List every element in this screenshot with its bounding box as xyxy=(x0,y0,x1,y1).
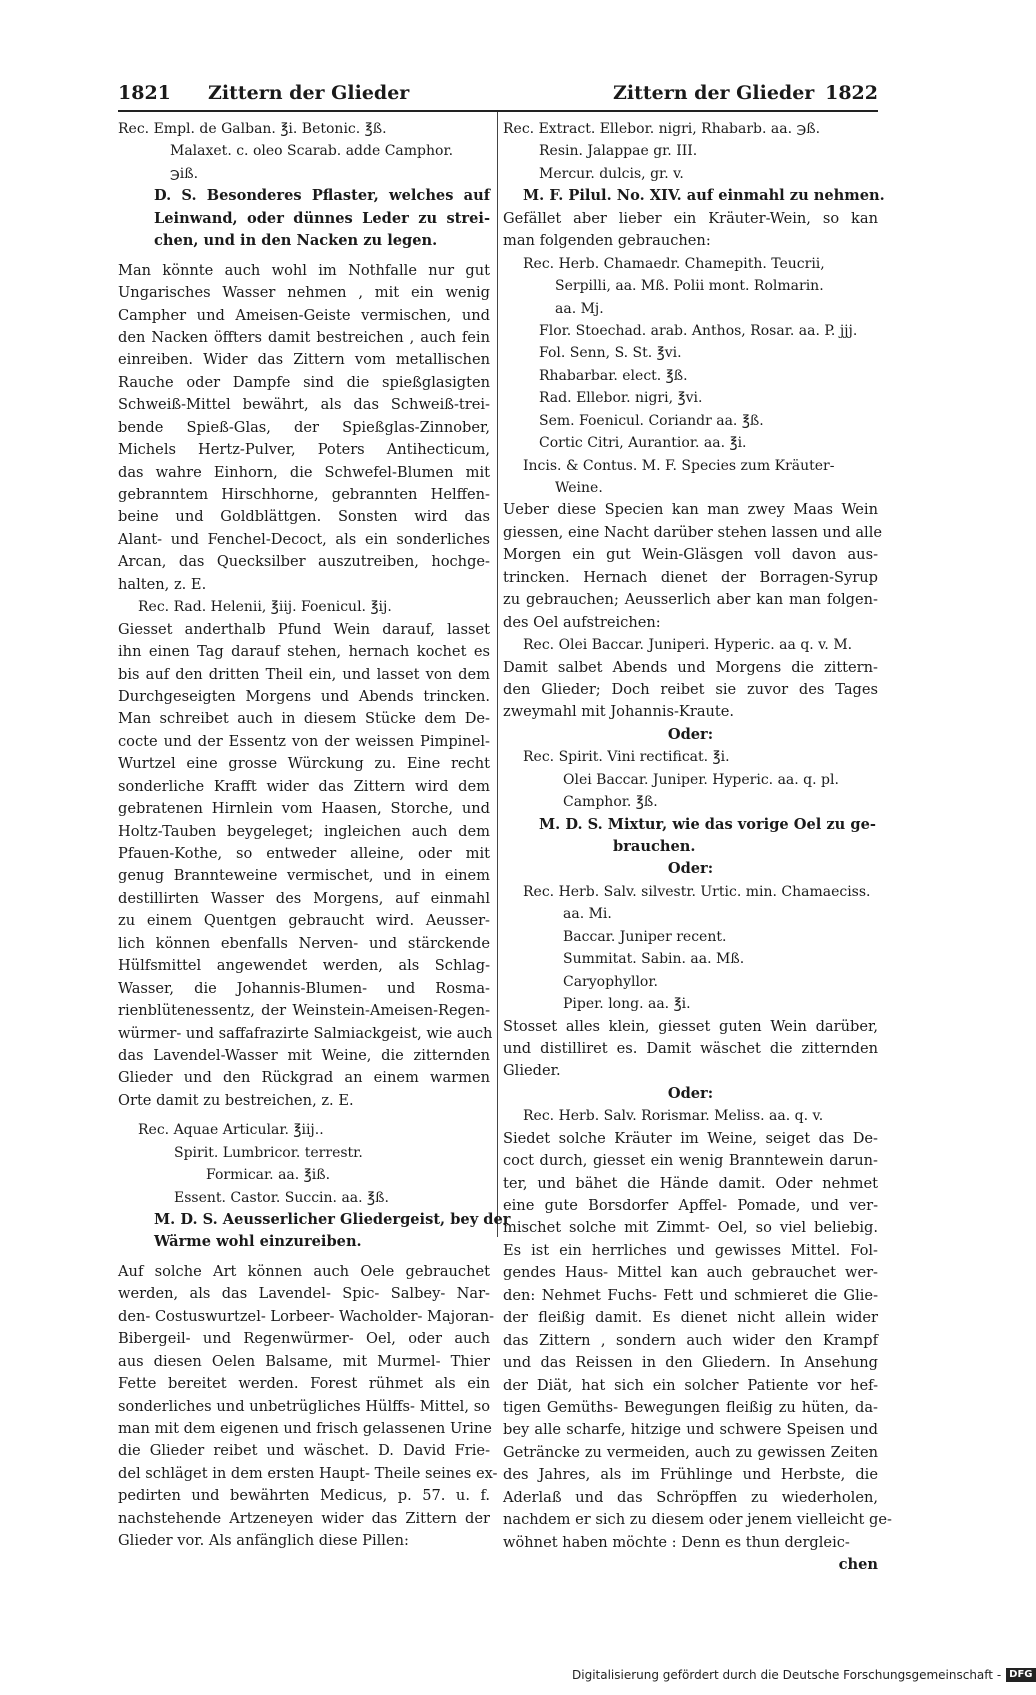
text-line: Rhabarbar. elect. ℥ß. xyxy=(539,367,688,384)
running-title-right: Zittern der Glieder xyxy=(613,82,815,104)
text-line: gendes Haus- Mittel kan auch gebrauchet wer- xyxy=(503,1264,878,1282)
text-paragraph xyxy=(503,1128,892,1554)
text-line: Rec. Extract. Ellebor. nigri, Rhabarb. aa. ℈ß. xyxy=(503,121,821,137)
text-paragraph xyxy=(118,1261,498,1553)
text-line: lich können ebenfalls Nerven- und stärckende xyxy=(118,934,490,952)
text-line: den- Costuswurtzel- Lorbeer- Wacholder- Majoran- xyxy=(118,1307,494,1325)
text-line: cocte und der Essentz von der weissen Pimpinel- xyxy=(118,732,490,750)
text-line: gebratenen Hirnlein vom Haasen, Storche, und xyxy=(118,800,490,818)
text-line: sonderliche Krafft wider das Zittern wird dem xyxy=(118,777,490,795)
text-line: Baccar. Juniper recent. xyxy=(563,928,727,945)
text-line: M. D. S. Aeusserlicher Gliedergeist, bey der xyxy=(154,1211,511,1228)
text-line: sonderliches und unbetrügliches Hülffs- Mittel, so xyxy=(118,1397,490,1415)
text-line: Glieder. xyxy=(503,1062,561,1080)
text-line: chen, und in den Nacken zu legen. xyxy=(154,232,438,250)
text-line: Rec. Spirit. Vini rectificat. ℥i. xyxy=(523,749,730,766)
recipe-block xyxy=(503,320,878,455)
text-line: mischet solche mit Zimmt- Oel, so viel beliebig. xyxy=(503,1219,878,1237)
text-line: das Zittern , sondern auch wider den Krampf xyxy=(503,1331,878,1349)
text-line: aa. Mj. xyxy=(555,300,604,317)
text-line: Summitat. Sabin. aa. Mß. xyxy=(563,951,745,968)
text-line: Cortic Citri, Aurantior. aa. ℥i. xyxy=(539,435,747,452)
recipe-block xyxy=(503,881,878,903)
recipe-block xyxy=(118,596,490,618)
text-line: coct durch, giesset ein wenig Branntewein darun- xyxy=(503,1152,878,1170)
text-line: Malaxet. c. oleo Scarab. adde Camphor. xyxy=(170,143,454,160)
text-line: Glieder vor. Als anfänglich diese Pillen: xyxy=(118,1532,409,1550)
text-line: destillirten Wasser des Morgens, auf einmahl xyxy=(118,889,490,907)
text-line: Rauche oder Dampfe sind die spießglasigten xyxy=(118,373,490,391)
text-line: Rec. Olei Baccar. Juniperi. Hyperic. aa q. v. M. xyxy=(523,637,853,654)
text-line: genug Brannteweine vermischet, und in einem xyxy=(118,867,490,885)
text-line: würmer- und saffafrazirte Salmiackgeist, wie auch xyxy=(118,1024,493,1042)
recipe-block xyxy=(503,140,878,185)
text-line: und distilliret es. Damit wäschet die zitternden xyxy=(503,1039,878,1057)
text-line: Auf solche Art können auch Oele gebrauchet xyxy=(118,1262,490,1280)
text-line: chen xyxy=(838,1556,878,1573)
recipe-block xyxy=(118,140,490,185)
dfg-logo: DFG xyxy=(1006,1668,1035,1682)
text-line: beine und Goldblättgen. Sonsten wird das xyxy=(118,508,490,526)
text-line: Oder: xyxy=(667,725,714,743)
text-line: Flor. Stoechad. arab. Anthos, Rosar. aa. P. jjj. xyxy=(539,322,858,339)
text-line: Oder: xyxy=(667,1084,714,1102)
text-line: Hülfsmittel angewendet werden, als Schlag- xyxy=(118,957,490,975)
text-line: nachdem er sich zu diesem oder jenem vielleicht ge- xyxy=(503,1511,892,1529)
text-line: Siedet solche Kräuter im Weine, seiget das De- xyxy=(503,1129,878,1147)
text-line: Alant- und Fenchel-Decoct, als ein sonderliches xyxy=(118,530,490,548)
text-line: ter, und bähet die Hände damit. Oder nehmet xyxy=(503,1174,878,1192)
paragraph-gap xyxy=(118,253,490,260)
recipe-block xyxy=(503,477,878,499)
text-line: das Lavendel-Wasser mit Weine, die zitternden xyxy=(118,1046,490,1064)
text-line: Man schreibet auch in diesem Stücke dem De- xyxy=(118,710,490,728)
text-line: zweymahl mit Johannis-Kraute. xyxy=(503,703,735,721)
page-number-left: 1821 xyxy=(118,82,171,104)
text-line: die Glieder reibet und wäschet. D. David Frie- xyxy=(118,1442,490,1460)
text-line: trincken. Hernach dienet der Borragen-Syrup xyxy=(503,568,878,586)
text-line: giessen, eine Nacht darüber stehen lassen und alle xyxy=(503,523,883,541)
text-paragraph xyxy=(503,1016,878,1083)
text-line: bey alle scharfe, hitzige und schwere Speisen und xyxy=(503,1421,878,1439)
text-line: Holtz-Tauben beygeleget; ingleichen auch dem xyxy=(118,822,490,840)
recipe-block xyxy=(503,118,878,140)
text-line: des Oel aufstreichen: xyxy=(503,613,661,631)
text-line: Bibergeil- und Regenwürmer- Oel, oder auch xyxy=(118,1330,490,1348)
column-divider xyxy=(497,112,498,1237)
recipe-block xyxy=(503,455,878,477)
text-paragraph xyxy=(503,499,883,634)
text-line: Resin. Jalappae gr. III. xyxy=(539,143,698,160)
right-column xyxy=(503,118,892,1576)
text-paragraph xyxy=(503,657,878,724)
recipe-block xyxy=(503,275,878,320)
text-line: aus diesen Oelen Balsame, mit Murmel- Thier xyxy=(118,1352,490,1370)
footer-text: Digitalisierung gefördert durch die Deutsche Forschungsgemeinschaft - xyxy=(572,1668,1002,1682)
text-line: nachstehende Artzeneyen wider das Zittern der xyxy=(118,1509,490,1527)
text-line: Aderlaß und das Schröpffen zu wiederholen, xyxy=(503,1488,878,1506)
text-line: Michels Hertz-Pulver, Poters Antihecticum, xyxy=(118,441,490,459)
text-line: eine gute Borsdorfer Apffel- Pomade, und ver- xyxy=(503,1197,878,1214)
recipe-block xyxy=(503,634,878,656)
text-line: man folgenden gebrauchen: xyxy=(503,232,711,250)
text-line: werden, als das Lavendel- Spic- Salbey- Nar- xyxy=(118,1285,490,1303)
recipe-block xyxy=(118,1142,490,1164)
text-line: Mercur. dulcis, gr. v. xyxy=(539,165,684,182)
text-line: Pfauen-Kothe, so entweder alleine, oder mit xyxy=(118,845,490,862)
text-line: Caryophyllor. xyxy=(563,973,658,990)
text-line: Campher und Ameisen-Geiste vermischen, und xyxy=(118,306,490,324)
text-line: Rad. Ellebor. nigri, ℥vi. xyxy=(539,390,703,407)
text-line: Incis. & Contus. M. F. Species zum Kräuter- xyxy=(523,457,835,474)
recipe-block xyxy=(118,1164,490,1186)
text-line: Serpilli, aa. Mß. Polii mont. Rolmarin. xyxy=(555,278,824,295)
text-line: Damit salbet Abends und Morgens die zittern- xyxy=(503,658,878,676)
text-line: aa. Mi. xyxy=(563,906,612,923)
running-title-left: Zittern der Glieder xyxy=(208,82,410,104)
directions-block xyxy=(118,185,490,252)
page-number-right: 1822 xyxy=(825,82,878,104)
text-line: bis auf den dritten Theil ein, und lasset von dem xyxy=(118,665,490,683)
text-line: Fol. Senn, S. St. ℥vi. xyxy=(539,345,682,362)
text-line: Piper. long. aa. ℥i. xyxy=(563,996,691,1013)
text-line: Weine. xyxy=(555,480,603,496)
recipe-block xyxy=(118,1187,490,1209)
section-divider-label xyxy=(503,724,878,746)
paragraph-gap xyxy=(118,1112,490,1119)
text-line: wöhnet haben möchte : Denn es thun dergleic- xyxy=(503,1533,850,1551)
text-line: halten, z. E. xyxy=(118,575,207,593)
text-line: man mit dem eigenen und frisch gelassenen Urine xyxy=(118,1419,492,1437)
text-line: einreiben. Wider das Zittern vom metallischen xyxy=(118,351,490,369)
text-line: ihn einen Tag darauf stehen, hernach kochet es xyxy=(118,643,490,661)
text-line: Essent. Castor. Succin. aa. ℥ß. xyxy=(174,1189,389,1206)
text-line: bende Spieß-Glas, der Spießglas-Zinnober, xyxy=(118,418,490,436)
text-line: Rec. Herb. Chamaedr. Chamepith. Teucrii, xyxy=(523,255,825,272)
text-line: Durchgeseigten Morgens und Abends trincken. xyxy=(118,687,490,705)
text-line: Gefället aber lieber ein Kräuter-Wein, so kan xyxy=(503,209,878,227)
text-line: Schweiß-Mittel bewährt, als das Schweiß-trei- xyxy=(118,396,490,414)
text-line: das wahre Einhorn, die Schwefel-Blumen mit xyxy=(118,463,490,481)
text-line: der fleißig damit. Es dienet nicht allein wider xyxy=(503,1309,878,1327)
text-line: den: Nehmet Fuchs- Fett und schmieret die Glie- xyxy=(503,1286,878,1304)
directions-block xyxy=(503,814,878,836)
section-divider-label xyxy=(503,858,878,880)
text-line: M. D. S. Mixtur, wie das vorige Oel zu ge- xyxy=(539,815,876,833)
text-line: und das Reissen in den Gliedern. In Ansehung xyxy=(503,1354,878,1372)
text-line: brauchen. xyxy=(613,838,696,855)
recipe-block xyxy=(503,903,878,1015)
text-line: Spirit. Lumbricor. terrestr. xyxy=(174,1144,363,1161)
text-line: Camphor. ℥ß. xyxy=(563,794,658,811)
recipe-block xyxy=(503,1105,878,1127)
text-line: zu gebrauchen; Aeusserlich aber kan man folgen- xyxy=(503,591,878,609)
text-line: Olei Baccar. Juniper. Hyperic. aa. q. pl. xyxy=(563,771,839,788)
text-line: del schläget in dem ersten Haupt- Theile seines ex- xyxy=(118,1464,498,1482)
text-line: Glieder und den Rückgrad an einem warmen xyxy=(118,1069,490,1087)
text-line: Man könnte auch wohl im Nothfalle nur gut xyxy=(118,261,490,279)
text-line: Orte damit zu bestreichen, z. E. xyxy=(118,1091,354,1109)
left-column xyxy=(118,118,511,1553)
text-line: Morgen ein gut Wein-Gläsgen voll davon aus- xyxy=(503,546,878,564)
text-line: Wurtzel eine grosse Würckung zu. Eine recht xyxy=(118,755,490,773)
recipe-block xyxy=(118,118,490,140)
text-line: den Nacken öffters damit bestreichen , auch fein xyxy=(118,328,490,346)
directions-block xyxy=(118,1209,511,1254)
text-line: Rec. Aquae Articular. ℥iij.. xyxy=(138,1122,324,1139)
text-line: tigen Gemüths- Bewegungen fleißig zu hüten, da- xyxy=(503,1398,878,1416)
text-line: ℈iß. xyxy=(170,165,199,182)
recipe-block xyxy=(503,253,878,275)
text-line: Ungarisches Wasser nehmen , mit ein wenig xyxy=(118,284,490,302)
section-divider-label xyxy=(503,1083,878,1105)
recipe-block xyxy=(118,1119,490,1141)
text-line: Sem. Foenicul. Coriandr aa. ℥ß. xyxy=(539,412,764,429)
text-line: Rec. Herb. Salv. silvestr. Urtic. min. Chamaeciss. xyxy=(523,883,871,900)
directions-block xyxy=(503,185,885,207)
text-line: Leinwand, oder dünnes Leder zu strei- xyxy=(154,209,490,227)
text-line: Wärme wohl einzureiben. xyxy=(154,1233,362,1251)
text-paragraph xyxy=(118,260,490,597)
text-line: M. F. Pilul. No. XIV. auf einmahl zu nehmen. xyxy=(523,187,885,205)
text-line: Formicar. aa. ℥iß. xyxy=(206,1167,331,1184)
text-line: Rec. Herb. Salv. Rorismar. Meliss. aa. q. v. xyxy=(523,1108,824,1125)
text-line: Rec. Empl. de Galban. ℥i. Betonic. ℥ß. xyxy=(118,121,387,137)
text-line: Giesset anderthalb Pfund Wein darauf, lasset xyxy=(118,620,490,638)
running-header xyxy=(118,82,878,112)
text-paragraph xyxy=(118,619,493,1113)
text-line: Es ist ein herrliches und gewisses Mittel. Fol- xyxy=(503,1241,878,1259)
recipe-block xyxy=(503,746,878,768)
text-line: der Diät, hat sich ein solcher Patiente vor hef- xyxy=(503,1376,878,1394)
text-line: Oder: xyxy=(667,860,714,878)
text-line: Arcan, das Quecksilber auszutreiben, hochge- xyxy=(118,553,490,571)
text-line: zu einem Quentgen gebraucht wird. Aeusser- xyxy=(118,912,490,930)
text-line: D. S. Besonderes Pflaster, welches auf xyxy=(154,187,490,205)
text-line: Ueber diese Specien kan man zwey Maas Wein xyxy=(503,501,878,519)
text-paragraph xyxy=(503,208,878,253)
text-line: Fette bereitet werden. Forest rühmet als ein xyxy=(118,1375,490,1393)
directions-block xyxy=(503,836,878,858)
paragraph-gap xyxy=(118,1254,490,1261)
text-line: pedirten und bewährten Medicus, p. 57. u. f. xyxy=(118,1487,490,1505)
text-line: rienblütenessentz, der Weinstein-Ameisen-Regen- xyxy=(118,1002,490,1020)
text-line: Rec. Rad. Helenii, ℥iij. Foenicul. ℥ij. xyxy=(138,599,392,616)
text-line: des Jahres, als im Frühlinge und Herbste, die xyxy=(503,1466,878,1484)
text-line: gebranntem Hirschhorne, gebrannten Helffen- xyxy=(118,486,490,503)
text-line: den Glieder; Doch reibet sie zuvor des Tages xyxy=(503,680,878,698)
text-line: Geträncke zu vermeiden, auch zu gewissen Zeiten xyxy=(503,1443,878,1461)
recipe-block xyxy=(503,769,878,814)
text-line: Wasser, die Johannis-Blumen- und Rosma- xyxy=(118,979,490,997)
catchword xyxy=(503,1554,878,1576)
digitization-footer xyxy=(572,1666,1036,1684)
text-line: Stosset alles klein, giesset guten Wein darüber, xyxy=(503,1017,878,1035)
